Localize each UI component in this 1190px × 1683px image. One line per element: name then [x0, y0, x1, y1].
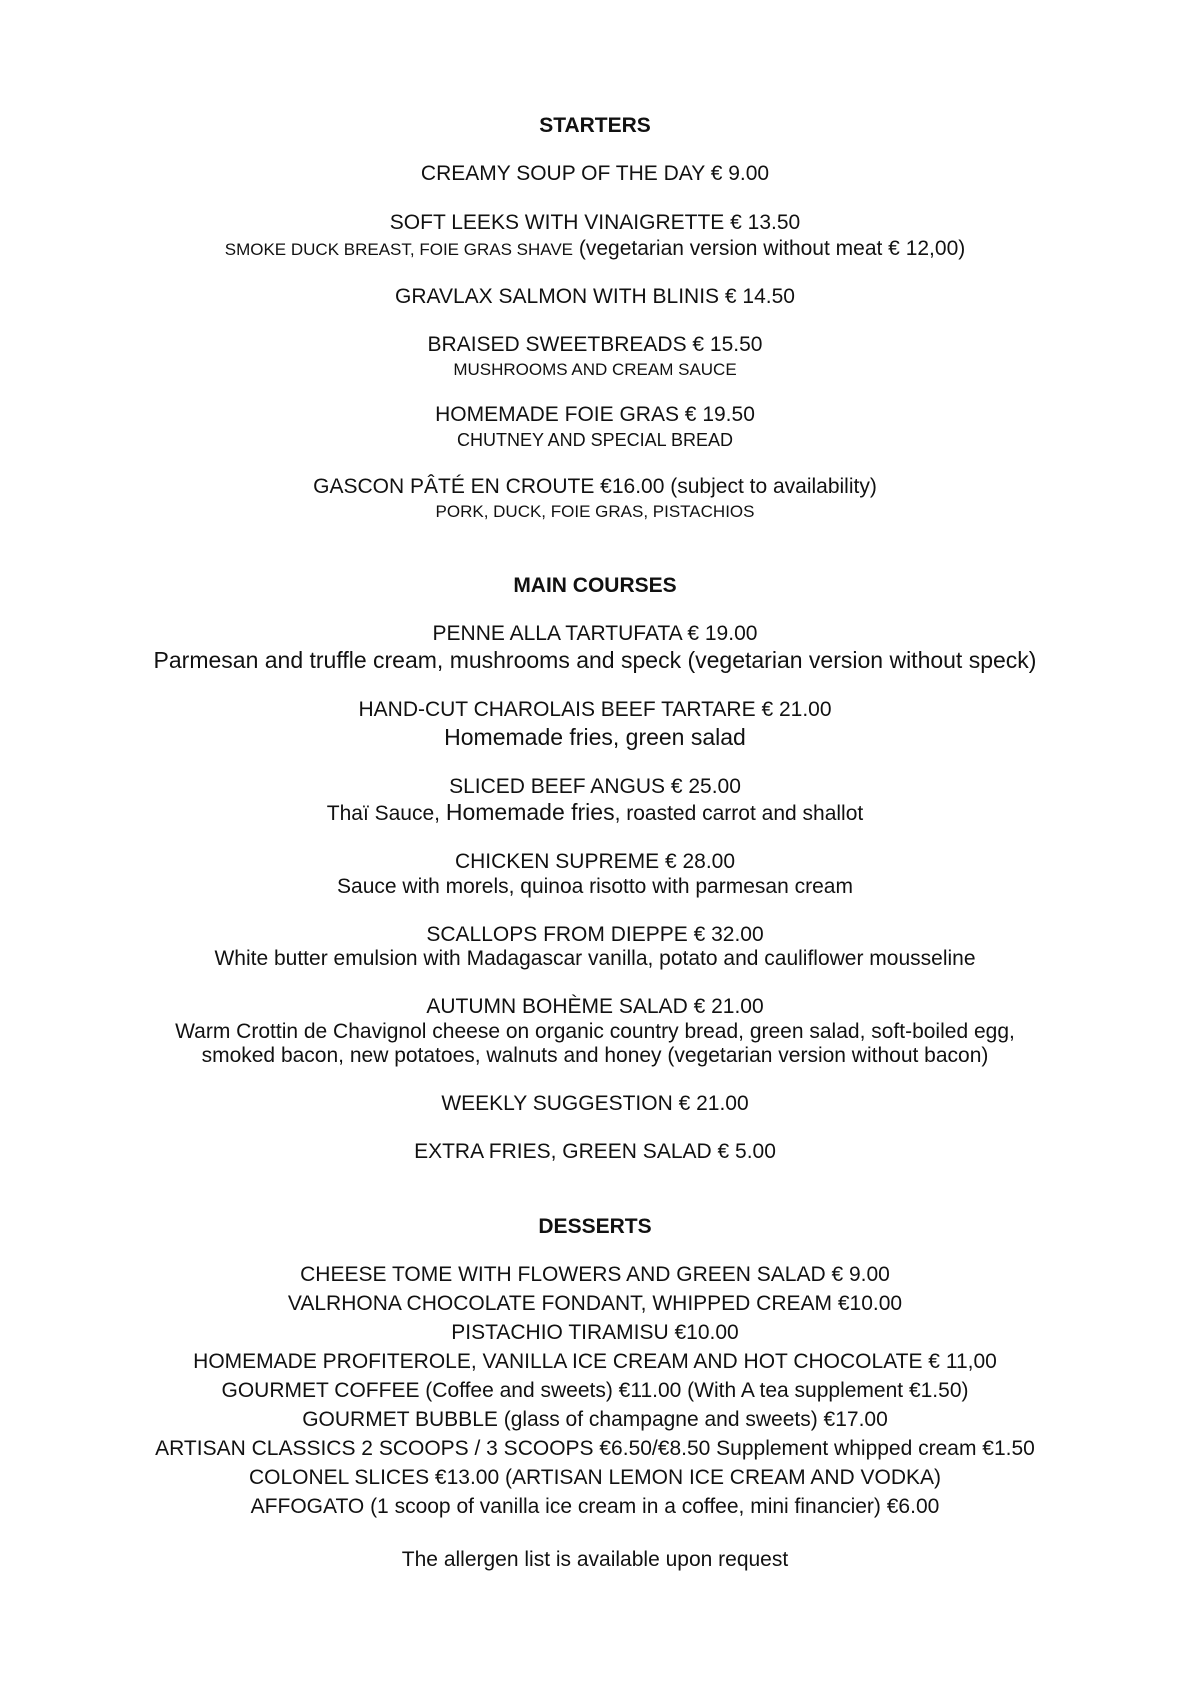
menu-item-penne: PENNE ALLA TARTUFATA € 19.00 [432, 622, 758, 645]
menu-item-sweetbreads-description: MUSHROOMS AND CREAM SAUCE [453, 360, 737, 379]
angus-desc-fries: Homemade fries [445, 799, 615, 825]
menu-item-salad-description-1: Warm Crottin de Chavignol cheese on organic country bread, green salad, soft-boiled egg, [175, 1020, 1015, 1043]
dessert-item: GOURMET COFFEE (Coffee and sweets) €11.00 (With A tea supplement €1.50) [221, 1379, 969, 1402]
menu-item-angus-description [0, 799, 1190, 826]
menu-item-soup: CREAMY SOUP OF THE DAY € 9.00 [420, 162, 770, 185]
leeks-desc-caps: SMOKE DUCK BREAST, FOIE GRAS SHAVE [224, 240, 574, 259]
menu-item-pate-description: PORK, DUCK, FOIE GRAS, PISTACHIOS [435, 502, 755, 521]
menu-item-pate: GASCON PÂTÉ EN CROUTE €16.00 (subject to availability) [313, 475, 877, 498]
dessert-item: CHEESE TOME WITH FLOWERS AND GREEN SALAD € 9.00 [300, 1263, 890, 1286]
leeks-desc-rest: (vegetarian version without meat € 12,00) [578, 237, 966, 260]
menu-item-foie-gras-description: CHUTNEY AND SPECIAL BREAD [456, 430, 734, 450]
angus-desc-sauce: Thaï Sauce, [326, 802, 446, 825]
menu-item-gravlax: GRAVLAX SALMON WITH BLINIS € 14.50 [395, 285, 795, 308]
dessert-item: ARTISAN CLASSICS 2 SCOOPS / 3 SCOOPS €6.50/€8.50 Supplement whipped cream €1.50 [155, 1437, 1035, 1460]
menu-item-angus: SLICED BEEF ANGUS € 25.00 [449, 775, 741, 798]
menu-item-salad-description-2: smoked bacon, new potatoes, walnuts and honey (vegetarian version without bacon) [201, 1044, 989, 1067]
menu-item-tartare: HAND-CUT CHAROLAIS BEEF TARTARE € 21.00 [358, 698, 832, 721]
menu-item-scallops: SCALLOPS FROM DIEPPE € 32.00 [426, 923, 764, 946]
menu-item-tartare-description: Homemade fries, green salad [444, 724, 746, 750]
menu-item-leeks: SOFT LEEKS WITH VINAIGRETTE € 13.50 [389, 211, 801, 234]
desserts-heading: DESSERTS [538, 1215, 652, 1238]
dessert-item: AFFOGATO (1 scoop of vanilla ice cream in a coffee, mini financier) €6.00 [250, 1495, 940, 1518]
dessert-item: GOURMET BUBBLE (glass of champagne and sweets) €17.00 [302, 1408, 888, 1431]
menu-item-chicken-description: Sauce with morels, quinoa risotto with parmesan cream [337, 875, 853, 898]
menu-item-sweetbreads: BRAISED SWEETBREADS € 15.50 [427, 333, 763, 356]
angus-desc-sides: , roasted carrot and shallot [614, 802, 864, 825]
menu-item-extra: EXTRA FRIES, GREEN SALAD € 5.00 [414, 1140, 776, 1163]
dessert-item: HOMEMADE PROFITEROLE, VANILLA ICE CREAM AND HOT CHOCOLATE € 11,00 [193, 1350, 997, 1373]
menu-item-weekly: WEEKLY SUGGESTION € 21.00 [441, 1092, 749, 1115]
menu-item-salad: AUTUMN BOHÈME SALAD € 21.00 [426, 995, 764, 1018]
menu-item-penne-description: Parmesan and truffle cream, mushrooms and speck (vegetarian version without speck) [153, 647, 1037, 673]
menu-item-foie-gras: HOMEMADE FOIE GRAS € 19.50 [435, 403, 755, 426]
menu-item-leeks-description [0, 237, 1190, 261]
menu-item-chicken: CHICKEN SUPREME € 28.00 [454, 850, 736, 873]
starters-heading: STARTERS [539, 114, 651, 137]
allergen-note: The allergen list is available upon request [401, 1548, 789, 1571]
dessert-item: VALRHONA CHOCOLATE FONDANT, WHIPPED CREAM €10.00 [287, 1292, 903, 1315]
dessert-item: COLONEL SLICES €13.00 (ARTISAN LEMON ICE CREAM AND VODKA) [248, 1466, 942, 1489]
main-courses-heading: MAIN COURSES [513, 574, 677, 597]
menu-item-scallops-description: White butter emulsion with Madagascar vanilla, potato and cauliflower mousseline [214, 947, 976, 970]
dessert-item: PISTACHIO TIRAMISU €10.00 [451, 1321, 739, 1344]
